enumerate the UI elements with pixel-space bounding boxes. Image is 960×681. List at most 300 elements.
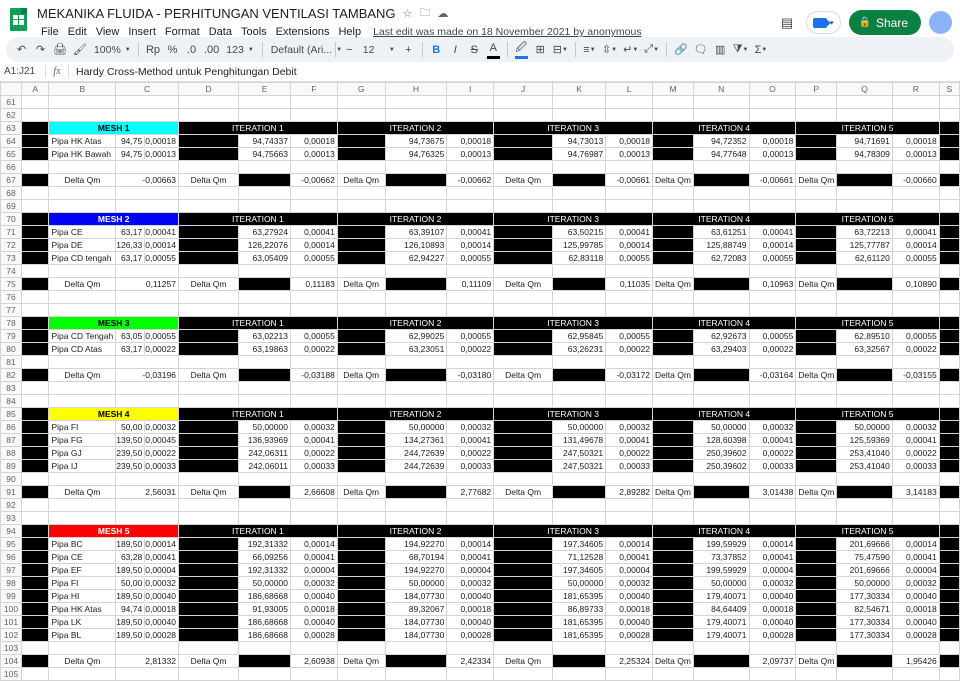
cell-q[interactable]: 94,73675	[385, 135, 447, 148]
empty-cell[interactable]	[606, 109, 653, 122]
empty-black-cell[interactable]	[939, 317, 959, 330]
empty-black-cell[interactable]	[21, 486, 49, 499]
empty-cell[interactable]	[385, 382, 447, 395]
delta-qm-label[interactable]: Delta Qm	[796, 278, 837, 291]
table-row[interactable]	[1, 642, 960, 655]
delta-qm-value[interactable]: 0,11257	[116, 278, 179, 291]
empty-black-cell[interactable]	[494, 460, 553, 473]
table-row[interactable]	[1, 408, 960, 421]
increase-decimal-button[interactable]: .00	[204, 43, 220, 56]
empty-cell[interactable]	[796, 265, 837, 278]
empty-cell[interactable]	[116, 187, 179, 200]
empty-cell[interactable]	[939, 96, 959, 109]
row-header-74[interactable]: 74	[1, 265, 22, 278]
empty-black-cell[interactable]	[178, 460, 238, 473]
cell-q[interactable]: 50,00000	[837, 421, 893, 434]
iteration-title[interactable]: ITERATION 3	[494, 317, 653, 330]
empty-black-cell[interactable]	[178, 421, 238, 434]
iteration-title[interactable]: ITERATION 2	[337, 525, 493, 538]
table-row[interactable]	[1, 252, 960, 265]
table-row[interactable]	[1, 616, 960, 629]
cell-r[interactable]: 0,00041	[606, 551, 653, 564]
empty-cell[interactable]	[21, 512, 49, 525]
delta-qm-value[interactable]: 2,77682	[447, 486, 494, 499]
empty-black-cell[interactable]	[939, 239, 959, 252]
empty-cell[interactable]	[939, 642, 959, 655]
row-header-63[interactable]: 63	[1, 122, 22, 135]
empty-cell[interactable]	[178, 395, 238, 408]
empty-cell[interactable]	[385, 200, 447, 213]
empty-black-cell[interactable]	[21, 551, 49, 564]
empty-cell[interactable]	[653, 512, 694, 525]
row-header-87[interactable]: 87	[1, 434, 22, 447]
empty-black-cell[interactable]	[178, 577, 238, 590]
empty-cell[interactable]	[49, 499, 116, 512]
cell-q[interactable]: 62,83118	[553, 252, 606, 265]
empty-cell[interactable]	[553, 291, 606, 304]
cell-q[interactable]: 68,70194	[385, 551, 447, 564]
cell-pipa-name[interactable]: Pipa CE	[49, 226, 116, 239]
empty-black-cell[interactable]	[239, 486, 291, 499]
empty-cell[interactable]	[749, 499, 796, 512]
delta-qm-label[interactable]: Delta Qm	[337, 369, 385, 382]
cell-q[interactable]: 199,59929	[693, 538, 749, 551]
cell-r[interactable]: 0,00004	[892, 564, 939, 577]
cell-q[interactable]: 186,68668	[239, 629, 291, 642]
redo-icon[interactable]: ↷	[35, 44, 46, 56]
empty-cell[interactable]	[290, 96, 337, 109]
empty-black-cell[interactable]	[494, 564, 553, 577]
more-formats-selector[interactable]: 123 ▼	[226, 43, 254, 56]
empty-cell[interactable]	[606, 382, 653, 395]
cell-q[interactable]: 63,61251	[693, 226, 749, 239]
empty-cell[interactable]	[892, 161, 939, 174]
cell-q[interactable]	[116, 447, 179, 460]
empty-black-cell[interactable]	[693, 369, 749, 382]
delta-qm-value[interactable]: -0,03188	[290, 369, 337, 382]
column-header-L[interactable]: L	[606, 83, 653, 96]
empty-cell[interactable]	[21, 356, 49, 369]
empty-cell[interactable]	[385, 668, 447, 681]
empty-cell[interactable]	[892, 395, 939, 408]
cell-r[interactable]: 0,00032	[447, 577, 494, 590]
empty-cell[interactable]	[653, 356, 694, 369]
filter-icon[interactable]: ⧩ ▼	[732, 43, 749, 55]
cell-r[interactable]: 0,00055	[447, 330, 494, 343]
row-header-72[interactable]: 72	[1, 239, 22, 252]
row-header-61[interactable]: 61	[1, 96, 22, 109]
document-title[interactable]: MEKANIKA FLUIDA - PERHITUNGAN VENTILASI TAMBANG	[37, 6, 396, 21]
cell-q[interactable]: 197,34605	[553, 564, 606, 577]
empty-cell[interactable]	[553, 304, 606, 317]
empty-cell[interactable]	[796, 200, 837, 213]
empty-cell[interactable]	[553, 161, 606, 174]
empty-cell[interactable]	[553, 642, 606, 655]
cell-r[interactable]: 0,00013	[606, 148, 653, 161]
empty-cell[interactable]	[49, 668, 116, 681]
delta-qm-label[interactable]: Delta Qm	[796, 655, 837, 668]
delta-qm-label[interactable]: Delta Qm	[337, 655, 385, 668]
empty-cell[interactable]	[693, 356, 749, 369]
empty-black-cell[interactable]	[796, 135, 837, 148]
empty-black-cell[interactable]	[494, 330, 553, 343]
cell-q[interactable]	[116, 603, 179, 616]
row-header-95[interactable]: 95	[1, 538, 22, 551]
empty-cell[interactable]	[21, 200, 49, 213]
empty-cell[interactable]	[553, 499, 606, 512]
empty-black-cell[interactable]	[337, 447, 385, 460]
empty-cell[interactable]	[116, 382, 179, 395]
column-header-D[interactable]: D	[178, 83, 238, 96]
empty-cell[interactable]	[796, 109, 837, 122]
empty-cell[interactable]	[385, 499, 447, 512]
empty-cell[interactable]	[447, 356, 494, 369]
table-row[interactable]	[1, 577, 960, 590]
cell-q[interactable]: 192,31332	[239, 564, 291, 577]
empty-cell[interactable]	[385, 161, 447, 174]
cell-q[interactable]: 63,50215	[553, 226, 606, 239]
empty-cell[interactable]	[693, 96, 749, 109]
cell-q[interactable]: 192,31332	[239, 538, 291, 551]
delta-qm-label[interactable]: Delta Qm	[337, 278, 385, 291]
empty-black-cell[interactable]	[653, 226, 694, 239]
empty-cell[interactable]	[337, 291, 385, 304]
empty-cell[interactable]	[796, 291, 837, 304]
empty-cell[interactable]	[892, 96, 939, 109]
empty-cell[interactable]	[239, 473, 291, 486]
empty-black-cell[interactable]	[21, 317, 49, 330]
table-row[interactable]	[1, 421, 960, 434]
row-header-70[interactable]: 70	[1, 213, 22, 226]
empty-black-cell[interactable]	[553, 369, 606, 382]
empty-cell[interactable]	[796, 96, 837, 109]
empty-cell[interactable]	[796, 161, 837, 174]
table-row[interactable]	[1, 590, 960, 603]
empty-cell[interactable]	[116, 200, 179, 213]
row-header-83[interactable]: 83	[1, 382, 22, 395]
menu-insert[interactable]: Insert	[128, 26, 156, 38]
cell-q[interactable]: 250,39602	[693, 447, 749, 460]
cell-q[interactable]	[116, 564, 179, 577]
empty-cell[interactable]	[49, 473, 116, 486]
empty-cell[interactable]	[116, 291, 179, 304]
column-header-H[interactable]: H	[385, 83, 447, 96]
cell-q[interactable]	[116, 239, 179, 252]
cell-q[interactable]: 66,09256	[239, 551, 291, 564]
empty-black-cell[interactable]	[21, 408, 49, 421]
empty-cell[interactable]	[553, 200, 606, 213]
row-header-75[interactable]: 75	[1, 278, 22, 291]
cell-r[interactable]: 0,00022	[606, 343, 653, 356]
cell-q[interactable]: 94,76987	[553, 148, 606, 161]
cell-r[interactable]: 0,00004	[290, 564, 337, 577]
cell-r[interactable]: 0,00032	[749, 577, 796, 590]
cell-q[interactable]: 75,47590	[837, 551, 893, 564]
column-header-I[interactable]: I	[447, 83, 494, 96]
iteration-title[interactable]: ITERATION 4	[653, 213, 796, 226]
cell-r[interactable]: 0,00028	[290, 629, 337, 642]
empty-cell[interactable]	[553, 512, 606, 525]
empty-black-cell[interactable]	[653, 239, 694, 252]
cell-q[interactable]: 177,30334	[837, 590, 893, 603]
empty-cell[interactable]	[939, 382, 959, 395]
cell-r[interactable]: 0,00041	[447, 434, 494, 447]
table-row[interactable]	[1, 96, 960, 109]
empty-black-cell[interactable]	[337, 551, 385, 564]
empty-cell[interactable]	[494, 395, 553, 408]
empty-black-cell[interactable]	[939, 421, 959, 434]
delta-qm-label[interactable]: Delta Qm	[337, 174, 385, 187]
delta-qm-label[interactable]: Delta Qm	[653, 174, 694, 187]
undo-icon[interactable]: ↶	[16, 44, 27, 56]
empty-cell[interactable]	[494, 473, 553, 486]
empty-cell[interactable]	[653, 265, 694, 278]
cell-q[interactable]: 253,41040	[837, 447, 893, 460]
empty-cell[interactable]	[178, 382, 238, 395]
delta-qm-label[interactable]: Delta Qm	[178, 655, 238, 668]
decrease-decimal-button[interactable]: .0	[186, 43, 197, 56]
cell-r[interactable]: 0,00040	[606, 590, 653, 603]
empty-cell[interactable]	[653, 187, 694, 200]
empty-black-cell[interactable]	[178, 239, 238, 252]
empty-black-cell[interactable]	[653, 343, 694, 356]
empty-cell[interactable]	[116, 356, 179, 369]
empty-cell[interactable]	[837, 473, 893, 486]
empty-black-cell[interactable]	[239, 278, 291, 291]
empty-black-cell[interactable]	[796, 447, 837, 460]
empty-cell[interactable]	[553, 668, 606, 681]
empty-cell[interactable]	[653, 499, 694, 512]
empty-cell[interactable]	[385, 395, 447, 408]
delta-qm-value[interactable]: 0,10963	[749, 278, 796, 291]
cell-r[interactable]: 0,00028	[749, 629, 796, 642]
row-header-98[interactable]: 98	[1, 577, 22, 590]
empty-cell[interactable]	[178, 668, 238, 681]
iteration-title[interactable]: ITERATION 5	[796, 317, 939, 330]
empty-cell[interactable]	[49, 512, 116, 525]
empty-cell[interactable]	[749, 96, 796, 109]
cell-q[interactable]	[116, 616, 179, 629]
empty-black-cell[interactable]	[21, 343, 49, 356]
empty-cell[interactable]	[290, 200, 337, 213]
delta-qm-label[interactable]: Delta Qm	[178, 278, 238, 291]
empty-cell[interactable]	[239, 109, 291, 122]
empty-black-cell[interactable]	[21, 616, 49, 629]
cell-pipa-name[interactable]: Pipa CD Atas	[49, 343, 116, 356]
cell-q[interactable]: 63,05409	[239, 252, 291, 265]
cell-q[interactable]: 181,65395	[553, 590, 606, 603]
empty-cell[interactable]	[494, 382, 553, 395]
empty-cell[interactable]	[239, 265, 291, 278]
empty-black-cell[interactable]	[385, 655, 447, 668]
column-header-F[interactable]: F	[290, 83, 337, 96]
empty-cell[interactable]	[385, 304, 447, 317]
empty-cell[interactable]	[749, 109, 796, 122]
select-all-corner[interactable]	[1, 83, 22, 96]
cell-q[interactable]	[116, 421, 179, 434]
cell-q[interactable]: 73,37852	[693, 551, 749, 564]
table-row[interactable]	[1, 291, 960, 304]
cell-q[interactable]: 184,07730	[385, 616, 447, 629]
table-row[interactable]	[1, 122, 960, 135]
empty-cell[interactable]	[21, 187, 49, 200]
empty-cell[interactable]	[447, 187, 494, 200]
empty-black-cell[interactable]	[693, 174, 749, 187]
empty-cell[interactable]	[116, 642, 179, 655]
empty-cell[interactable]	[892, 668, 939, 681]
cell-q[interactable]: 62,95845	[553, 330, 606, 343]
empty-black-cell[interactable]	[494, 252, 553, 265]
menu-data[interactable]: Data	[208, 26, 232, 38]
row-header-62[interactable]: 62	[1, 109, 22, 122]
empty-cell[interactable]	[337, 356, 385, 369]
empty-cell[interactable]	[939, 512, 959, 525]
cell-r[interactable]: 0,00041	[892, 551, 939, 564]
cell-q[interactable]: 91,93005	[239, 603, 291, 616]
empty-cell[interactable]	[796, 304, 837, 317]
empty-black-cell[interactable]	[337, 135, 385, 148]
empty-black-cell[interactable]	[553, 278, 606, 291]
decrease-font-size-button[interactable]: −	[346, 43, 353, 56]
cell-pipa-name[interactable]: Pipa CE	[49, 551, 116, 564]
empty-black-cell[interactable]	[939, 252, 959, 265]
bold-button[interactable]: B	[432, 43, 441, 56]
empty-cell[interactable]	[239, 642, 291, 655]
cell-q[interactable]: 125,88749	[693, 239, 749, 252]
empty-cell[interactable]	[939, 161, 959, 174]
cell-r[interactable]: 0,00032	[892, 577, 939, 590]
cell-q[interactable]: 94,72352	[693, 135, 749, 148]
empty-cell[interactable]	[494, 265, 553, 278]
empty-black-cell[interactable]	[21, 655, 49, 668]
cell-q[interactable]: 62,72083	[693, 252, 749, 265]
iteration-title[interactable]: ITERATION 1	[178, 408, 337, 421]
cell-r[interactable]: 0,00055	[749, 330, 796, 343]
formula-input[interactable]: Hardy Cross-Method untuk Penghitungan Debit	[76, 65, 297, 78]
empty-black-cell[interactable]	[178, 148, 238, 161]
cell-r[interactable]: 0,00022	[290, 447, 337, 460]
cell-q[interactable]: 131,49678	[553, 434, 606, 447]
empty-black-cell[interactable]	[796, 343, 837, 356]
empty-cell[interactable]	[606, 96, 653, 109]
empty-black-cell[interactable]	[21, 174, 49, 187]
row-header-79[interactable]: 79	[1, 330, 22, 343]
cell-q[interactable]: 197,34605	[553, 538, 606, 551]
cell-r[interactable]: 0,00018	[606, 135, 653, 148]
cell-r[interactable]: 0,00013	[892, 148, 939, 161]
row-header-85[interactable]: 85	[1, 408, 22, 421]
cell-r[interactable]: 0,00032	[749, 421, 796, 434]
delta-qm-label[interactable]: Delta Qm	[653, 486, 694, 499]
menu-file[interactable]: File	[41, 26, 59, 38]
cell-q[interactable]: 63,19863	[239, 343, 291, 356]
empty-black-cell[interactable]	[178, 343, 238, 356]
cell-r[interactable]: 0,00018	[447, 603, 494, 616]
cell-r[interactable]: 0,00041	[892, 434, 939, 447]
empty-cell[interactable]	[606, 265, 653, 278]
increase-font-size-button[interactable]: +	[405, 43, 412, 56]
empty-cell[interactable]	[447, 395, 494, 408]
empty-cell[interactable]	[116, 161, 179, 174]
empty-black-cell[interactable]	[553, 486, 606, 499]
empty-cell[interactable]	[337, 512, 385, 525]
cell-q[interactable]: 63,29403	[693, 343, 749, 356]
delta-qm-value[interactable]: 2,56031	[116, 486, 179, 499]
empty-black-cell[interactable]	[178, 252, 238, 265]
name-box[interactable]: A1:J21	[4, 66, 36, 77]
table-row[interactable]	[1, 330, 960, 343]
table-row[interactable]	[1, 239, 960, 252]
functions-icon[interactable]: Σ ▼	[754, 43, 768, 56]
cell-pipa-name[interactable]: Pipa CD tengah	[49, 252, 116, 265]
table-row[interactable]	[1, 174, 960, 187]
empty-cell[interactable]	[116, 395, 179, 408]
cell-q[interactable]: 94,74337	[239, 135, 291, 148]
empty-cell[interactable]	[494, 642, 553, 655]
cell-r[interactable]: 0,00040	[290, 590, 337, 603]
empty-cell[interactable]	[49, 96, 116, 109]
cell-q[interactable]: 181,65395	[553, 629, 606, 642]
delta-qm-label[interactable]: Delta Qm	[49, 655, 116, 668]
empty-cell[interactable]	[239, 291, 291, 304]
row-header-88[interactable]: 88	[1, 447, 22, 460]
menu-tools[interactable]: Tools	[240, 26, 267, 38]
empty-black-cell[interactable]	[337, 434, 385, 447]
cell-r[interactable]: 0,00022	[447, 447, 494, 460]
empty-black-cell[interactable]	[239, 174, 291, 187]
cell-q[interactable]: 242,06311	[239, 447, 291, 460]
empty-cell[interactable]	[385, 291, 447, 304]
empty-black-cell[interactable]	[21, 213, 49, 226]
empty-cell[interactable]	[239, 304, 291, 317]
row-header-65[interactable]: 65	[1, 148, 22, 161]
empty-cell[interactable]	[337, 265, 385, 278]
empty-black-cell[interactable]	[337, 226, 385, 239]
cell-q[interactable]	[116, 460, 179, 473]
iteration-title[interactable]: ITERATION 4	[653, 408, 796, 421]
empty-cell[interactable]	[49, 642, 116, 655]
empty-cell[interactable]	[447, 473, 494, 486]
empty-cell[interactable]	[447, 642, 494, 655]
empty-black-cell[interactable]	[653, 590, 694, 603]
table-row[interactable]	[1, 434, 960, 447]
delta-qm-label[interactable]: Delta Qm	[49, 369, 116, 382]
cell-r[interactable]: 0,00014	[447, 239, 494, 252]
delta-qm-value[interactable]: 2,89282	[606, 486, 653, 499]
empty-cell[interactable]	[553, 473, 606, 486]
empty-cell[interactable]	[939, 187, 959, 200]
delta-qm-value[interactable]: -0,00661	[749, 174, 796, 187]
empty-cell[interactable]	[837, 161, 893, 174]
empty-black-cell[interactable]	[494, 135, 553, 148]
empty-black-cell[interactable]	[939, 434, 959, 447]
empty-black-cell[interactable]	[796, 421, 837, 434]
empty-black-cell[interactable]	[494, 538, 553, 551]
iteration-title[interactable]: ITERATION 2	[337, 408, 493, 421]
empty-black-cell[interactable]	[939, 369, 959, 382]
empty-black-cell[interactable]	[939, 447, 959, 460]
row-header-77[interactable]: 77	[1, 304, 22, 317]
row-header-97[interactable]: 97	[1, 564, 22, 577]
empty-black-cell[interactable]	[178, 330, 238, 343]
cell-q[interactable]: 63,39107	[385, 226, 447, 239]
empty-cell[interactable]	[239, 200, 291, 213]
empty-black-cell[interactable]	[693, 655, 749, 668]
column-header-C[interactable]: C	[116, 83, 179, 96]
cell-r[interactable]: 0,00014	[606, 538, 653, 551]
table-row[interactable]	[1, 148, 960, 161]
cell-r[interactable]: 0,00055	[749, 252, 796, 265]
